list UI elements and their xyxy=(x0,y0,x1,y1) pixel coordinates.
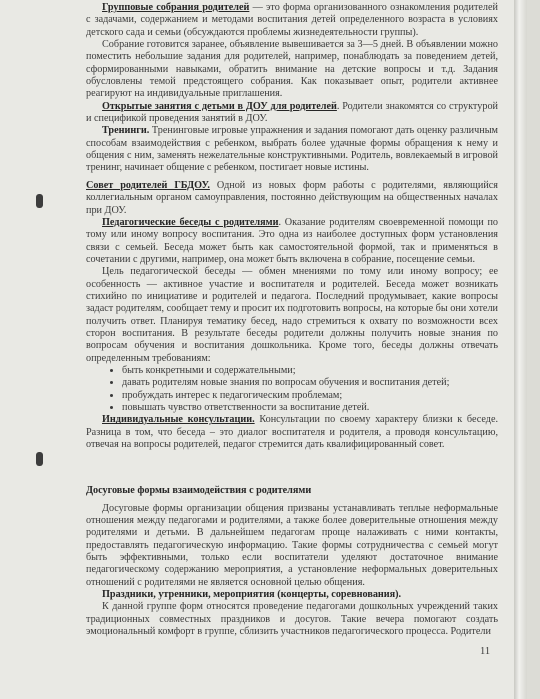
page-number: 11 xyxy=(480,646,491,657)
text-group-meetings: — это форма организованного ознакомления родителей с задачами, содержанием и методами воспитания детей определенного возраста в условиях детского сада и семьи (обсуждаются проблемы жизнедеятельности группы). xyxy=(86,2,498,38)
subheading-holidays: Праздники, утренники, мероприятия (концерты, соревнования). xyxy=(102,589,402,601)
paragraph-holidays: К данной группе форм относятся проведение педагогами дошкольных учреждений таких традиционных совместных праздников и досугов. Такие вечера помогают создать эмоциональный комфорт в группе, сблизить участников педагогического процесса. Родители xyxy=(86,601,498,638)
term-council: Совет родителей ГБДОУ. xyxy=(86,179,210,191)
paragraph-group-meetings xyxy=(86,2,498,39)
paragraph-talk-goal: Цель педагогической беседы — обмен мнениями по тому или иному вопросу; ее особенность — активное участие и воспитателя и родителей. Беседа может возникать стихийно по инициативе и родителей и педагога. Последний продумывает, какие вопросы задаст родителям, сообщает тему и просит их подготовить вопросы, на которые бы они хотели получить ответ. Планируя тематику бесед, надо стремиться к охвату по возможности всех сторон воспитания. В результате беседы родители должны получить новые знания по вопросам обучения и воспитания дошкольника. Кроме того, беседы должны отвечать определенным требованиям: xyxy=(86,266,498,364)
list-item: • давать родителям новые знания по вопросам обучения и воспитания детей; xyxy=(122,377,498,389)
text-open-classes: . Родители знакомятся со структурой и спецификой проведения занятий в ДОУ. xyxy=(86,100,498,125)
punch-hole-upper xyxy=(36,194,43,208)
punch-hole-lower xyxy=(36,452,43,466)
term-group-meetings: Групповые собрания родителей xyxy=(102,2,250,13)
requirements-list xyxy=(86,365,498,414)
paragraph-meeting-prep: Собрание готовится заранее, объявление вывешивается за 3—5 дней. В объявлении можно поместить небольшие задания для родителей, например, понаблюдать за поведением детей, сформированными навыками, обратить внимание на детские вопросы и т.д. Задания обусловлены темой предстоящего собрания. Как показывает опыт, родители активнее реагируют на индивидуальные приглашения. xyxy=(86,39,498,100)
list-item: • быть конкретными и содержательными; xyxy=(122,365,498,377)
list-item: • повышать чувство ответственности за воспитание детей. xyxy=(122,402,498,414)
term-trainings: Тренинги. xyxy=(102,125,150,137)
text-consultations: Консультации по своему характеру близки к беседе. Разница в том, что беседа – это диалог воспитателя и родителя, а проводя консультацию, отвечая на вопросы родителей, педагог стремится дать квалифицированный совет. xyxy=(86,414,499,451)
text-council: Одной из новых форм работы с родителями, являющийся коллегиальным органом самоуправления, постоянно действующим на общественных началах при ДОУ. xyxy=(86,179,498,216)
paragraph-leisure: Досуговые формы организации общения призваны устанавливать теплые неформальные отношения между педагогами и родителями, а также более доверительные отношения между родителями и детьми. В дальнейшем педагогам проще налаживать с ними контакты, предоставлять педагогическую информацию. Такие формы сотрудничества с семьей могут быть эффективными, только если воспитатели уделяют достаточное внимание педагогическому содержанию мероприятия, а установление неформальных доверительных отношений с родителями не является основной целью общения. xyxy=(86,502,498,588)
term-open-classes: Открытые занятия с детьми в ДОУ для родителей xyxy=(102,100,337,112)
section-heading-leisure: Досуговые формы взаимодействия с родителями xyxy=(86,485,312,497)
paragraph-council xyxy=(86,180,498,217)
text-talks: . Оказание родителям своевременной помощи по тому или иному вопросу воспитания. Это одна из наиболее доступных форм установления связи с семьей. Беседа может быть как самостоятельной формой, так и применяться в сочетании с другими, например, она может быть включена в собрание, посещение семьи. xyxy=(86,216,498,265)
list-item: • пробуждать интерес к педагогическим проблемам; xyxy=(122,390,498,402)
paragraph-consultations xyxy=(86,414,498,451)
page-body xyxy=(86,2,498,639)
term-talks: Педагогические беседы с родителями xyxy=(102,216,279,228)
paragraph-trainings xyxy=(86,125,498,174)
page-edge xyxy=(514,0,527,699)
paragraph-open-classes xyxy=(86,101,498,126)
paragraph-talks xyxy=(86,217,498,266)
text-trainings: Тренинговые игровые упражнения и задания помогают дать оценку различным способам взаимодействия с ребенком, выбрать более удачные формы обращения к нему и общения с ним, заменять нежелательные конструктивными. Родитель, вовлекаемый в игровой тренинг, начинает общение с ребенком, постигает новые истины. xyxy=(86,125,498,174)
term-consultations: Индивидуальные консультации. xyxy=(102,414,255,426)
